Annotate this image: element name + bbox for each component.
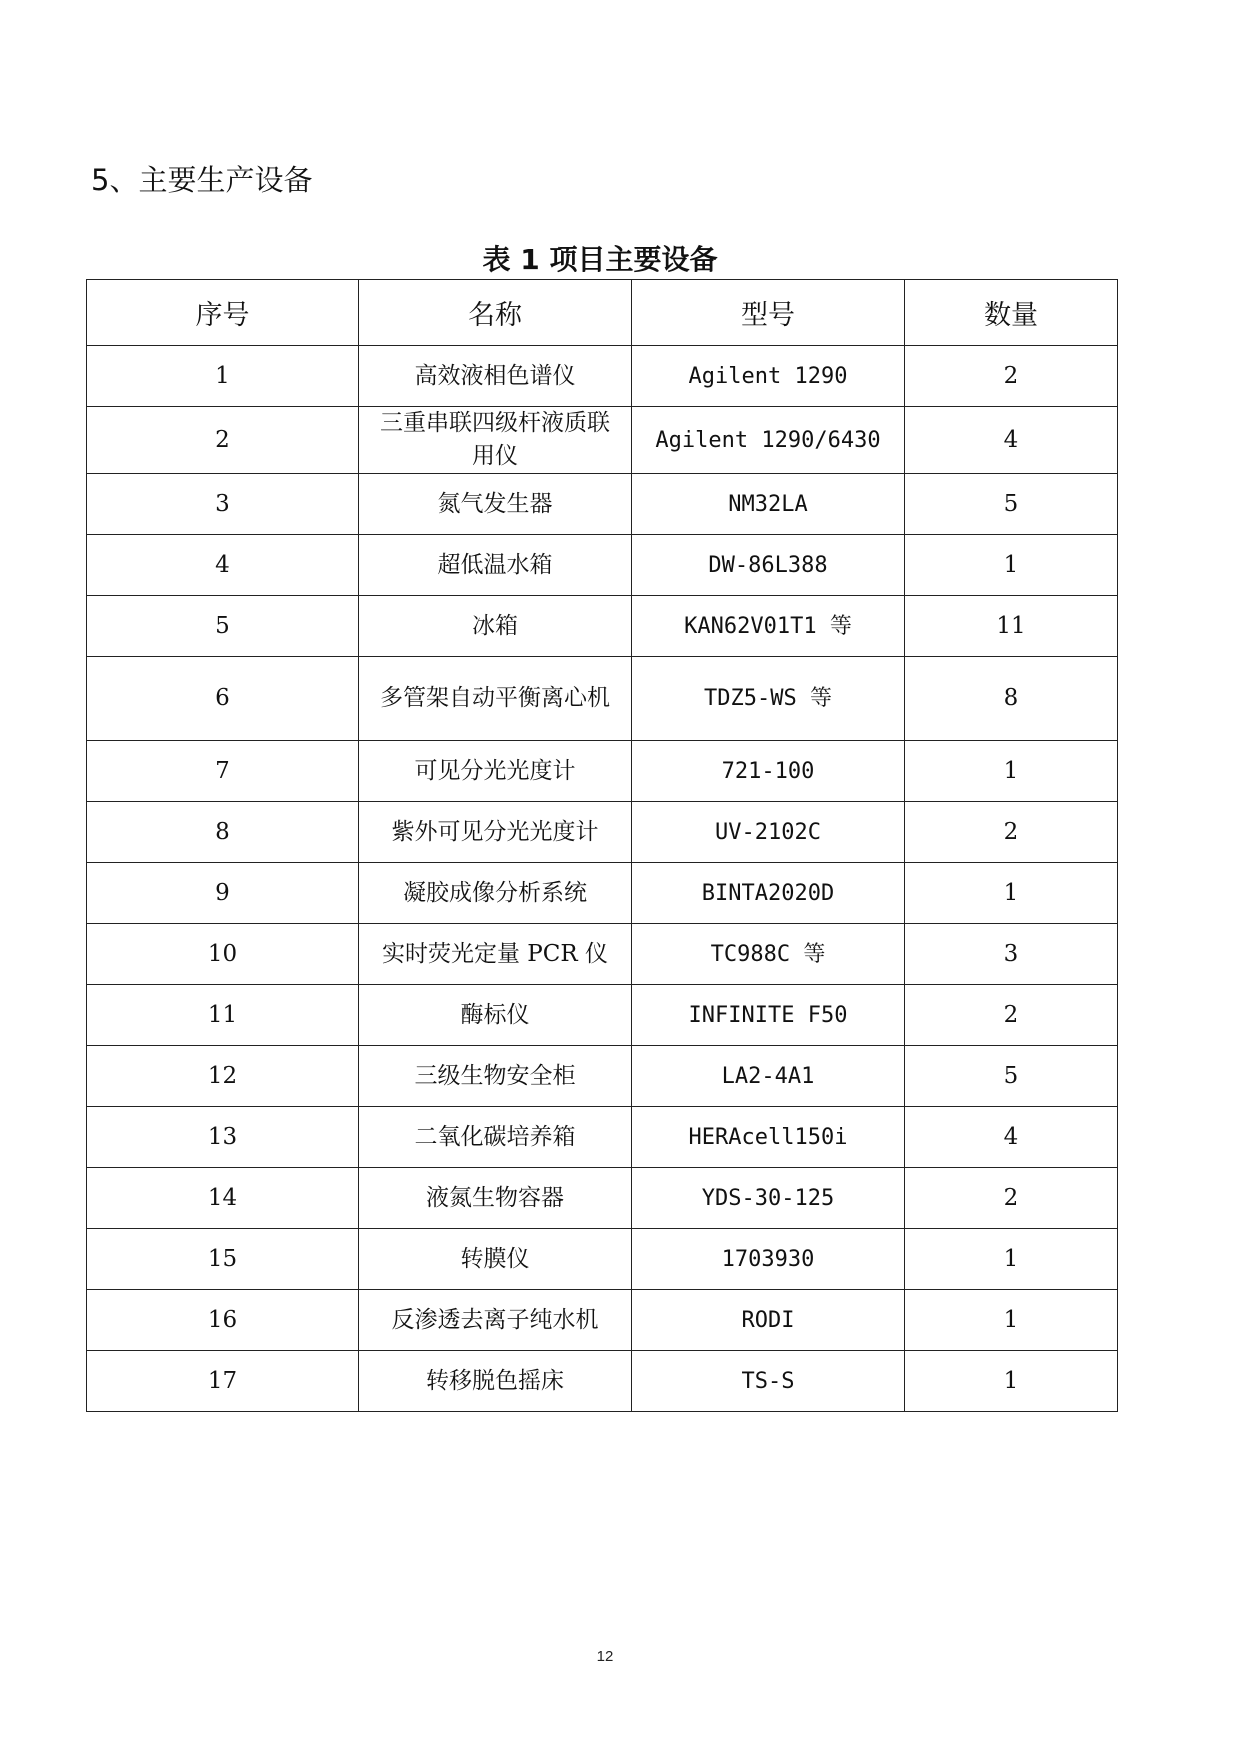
header-name: 名称 bbox=[359, 280, 632, 346]
cell-no: 15 bbox=[87, 1229, 359, 1290]
cell-name: 多管架自动平衡离心机 bbox=[359, 657, 632, 741]
cell-name: 凝胶成像分析系统 bbox=[359, 863, 632, 924]
header-model: 型号 bbox=[632, 280, 905, 346]
cell-no: 17 bbox=[87, 1351, 359, 1412]
cell-qty: 2 bbox=[905, 802, 1118, 863]
cell-qty: 4 bbox=[905, 407, 1118, 474]
cell-name: 紫外可见分光光度计 bbox=[359, 802, 632, 863]
table-row bbox=[87, 535, 1118, 596]
table-row bbox=[87, 474, 1118, 535]
cell-qty: 2 bbox=[905, 1168, 1118, 1229]
cell-name: 二氧化碳培养箱 bbox=[359, 1107, 632, 1168]
cell-model: TS-S bbox=[632, 1351, 905, 1412]
cell-name: 液氮生物容器 bbox=[359, 1168, 632, 1229]
cell-model: 721-100 bbox=[632, 741, 905, 802]
cell-model: Agilent 1290 bbox=[632, 346, 905, 407]
cell-no: 5 bbox=[87, 596, 359, 657]
cell-name: 实时荧光定量 PCR 仪 bbox=[359, 924, 632, 985]
cell-no: 3 bbox=[87, 474, 359, 535]
cell-name: 氮气发生器 bbox=[359, 474, 632, 535]
table-row bbox=[87, 1290, 1118, 1351]
table-row bbox=[87, 802, 1118, 863]
table-row bbox=[87, 863, 1118, 924]
table-row bbox=[87, 657, 1118, 741]
cell-model: Agilent 1290/6430 bbox=[632, 407, 905, 474]
table-row bbox=[87, 985, 1118, 1046]
cell-no: 7 bbox=[87, 741, 359, 802]
table-row bbox=[87, 1351, 1118, 1412]
equipment-table bbox=[86, 279, 1118, 1412]
cell-qty: 5 bbox=[905, 474, 1118, 535]
cell-model: INFINITE F50 bbox=[632, 985, 905, 1046]
cell-no: 13 bbox=[87, 1107, 359, 1168]
cell-model: YDS-30-125 bbox=[632, 1168, 905, 1229]
cell-name: 超低温水箱 bbox=[359, 535, 632, 596]
cell-model: DW-86L388 bbox=[632, 535, 905, 596]
cell-no: 14 bbox=[87, 1168, 359, 1229]
table-row bbox=[87, 1229, 1118, 1290]
cell-model: UV-2102C bbox=[632, 802, 905, 863]
table-row bbox=[87, 407, 1118, 474]
cell-model: RODI bbox=[632, 1290, 905, 1351]
cell-qty: 1 bbox=[905, 1290, 1118, 1351]
page-number: 12 bbox=[596, 1648, 614, 1665]
cell-model: BINTA2020D bbox=[632, 863, 905, 924]
table-row bbox=[87, 741, 1118, 802]
table-row bbox=[87, 346, 1118, 407]
cell-no: 1 bbox=[87, 346, 359, 407]
table-header-row bbox=[87, 280, 1118, 346]
table-row bbox=[87, 1168, 1118, 1229]
cell-name: 冰箱 bbox=[359, 596, 632, 657]
cell-name: 高效液相色谱仪 bbox=[359, 346, 632, 407]
cell-no: 6 bbox=[87, 657, 359, 741]
cell-qty: 2 bbox=[905, 985, 1118, 1046]
table-row bbox=[87, 596, 1118, 657]
cell-no: 16 bbox=[87, 1290, 359, 1351]
header-qty: 数量 bbox=[905, 280, 1118, 346]
cell-qty: 4 bbox=[905, 1107, 1118, 1168]
cell-model: NM32LA bbox=[632, 474, 905, 535]
cell-no: 2 bbox=[87, 407, 359, 474]
cell-name: 三重串联四级杆液质联用仪 bbox=[359, 407, 632, 474]
cell-no: 12 bbox=[87, 1046, 359, 1107]
cell-model: HERAcell150i bbox=[632, 1107, 905, 1168]
cell-no: 11 bbox=[87, 985, 359, 1046]
cell-no: 9 bbox=[87, 863, 359, 924]
cell-no: 8 bbox=[87, 802, 359, 863]
cell-model: TC988C 等 bbox=[632, 924, 905, 985]
cell-model: TDZ5-WS 等 bbox=[632, 657, 905, 741]
cell-qty: 1 bbox=[905, 1351, 1118, 1412]
cell-name: 酶标仪 bbox=[359, 985, 632, 1046]
cell-name: 三级生物安全柜 bbox=[359, 1046, 632, 1107]
table-row bbox=[87, 1046, 1118, 1107]
cell-model: 1703930 bbox=[632, 1229, 905, 1290]
cell-qty: 11 bbox=[905, 596, 1118, 657]
cell-name: 反渗透去离子纯水机 bbox=[359, 1290, 632, 1351]
header-no: 序号 bbox=[87, 280, 359, 346]
cell-qty: 5 bbox=[905, 1046, 1118, 1107]
cell-qty: 2 bbox=[905, 346, 1118, 407]
cell-model: LA2-4A1 bbox=[632, 1046, 905, 1107]
table-row bbox=[87, 924, 1118, 985]
cell-no: 4 bbox=[87, 535, 359, 596]
cell-qty: 1 bbox=[905, 863, 1118, 924]
cell-qty: 1 bbox=[905, 741, 1118, 802]
cell-name: 转移脱色摇床 bbox=[359, 1351, 632, 1412]
cell-qty: 3 bbox=[905, 924, 1118, 985]
cell-name: 转膜仪 bbox=[359, 1229, 632, 1290]
cell-no: 10 bbox=[87, 924, 359, 985]
table-caption: 表 1 项目主要设备 bbox=[482, 243, 718, 276]
cell-qty: 1 bbox=[905, 1229, 1118, 1290]
cell-qty: 8 bbox=[905, 657, 1118, 741]
cell-name: 可见分光光度计 bbox=[359, 741, 632, 802]
cell-model: KAN62V01T1 等 bbox=[632, 596, 905, 657]
table-row bbox=[87, 1107, 1118, 1168]
cell-qty: 1 bbox=[905, 535, 1118, 596]
section-heading: 5、主要生产设备 bbox=[91, 163, 313, 197]
